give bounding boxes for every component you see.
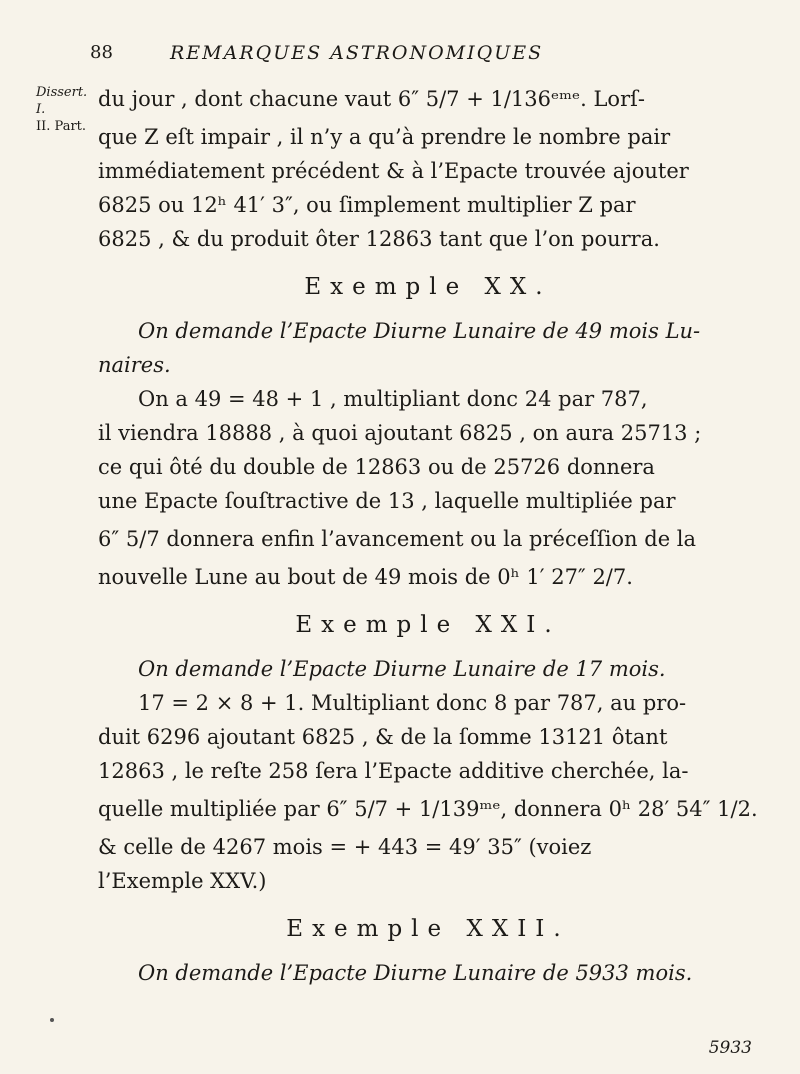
text-line: 17 = 2 × 8 + 1. Multipliant donc 8 par 787, au pro-: [138, 691, 687, 715]
text-line: immédiatement précédent & à l’Epacte trouvée ajouter: [98, 159, 689, 183]
example-21-question: On demande l’Epacte Diurne Lunaire de 17 mois.: [138, 657, 666, 681]
text-line: 6825 , & du produit ôter 12863 tant que l’on pourra.: [98, 227, 660, 251]
page-number: 88: [90, 42, 113, 63]
catchword: 5933: [708, 1038, 752, 1058]
text-line: & celle de 4267 mois = + 443 = 49′ 35″ (voiez: [98, 835, 592, 859]
text-line: On a 49 = 48 + 1 , multipliant donc 24 par 787,: [138, 387, 648, 411]
example-20-question-cont: naires.: [98, 353, 171, 377]
text-line: quelle multipliée par 6″ 5/7 + 1/139ᵐᵉ, donnera 0ʰ 28′ 54″ 1/2.: [98, 797, 758, 821]
text-line: l’Exemple XXV.): [98, 869, 267, 893]
body-text: [98, 78, 758, 990]
example-22-question: On demande l’Epacte Diurne Lunaire de 5933 mois.: [138, 961, 693, 985]
text-line: du jour , dont chacune vaut 6″ 5/7 + 1/136ᵉᵐᵉ. Lorſ-: [98, 87, 645, 111]
text-line: 12863 , le reſte 258 ſera l’Epacte additive cherchée, la-: [98, 759, 689, 783]
example-20-heading: Exemple XX.: [304, 274, 552, 300]
example-22-heading: Exemple XXII.: [286, 916, 570, 942]
page-header: [70, 42, 750, 76]
text-line: 6″ 5/7 donnera enfin l’avancement ou la préceſſion de la: [98, 527, 697, 551]
margin-note-line-2: II. Part.: [36, 119, 87, 134]
ink-dot: [50, 1018, 54, 1022]
text-line: que Z eſt impair , il n’y a qu’à prendre le nombre pair: [98, 125, 671, 149]
text-line: 6825 ou 12ʰ 41′ 3″, ou ſimplement multiplier Z par: [98, 193, 636, 217]
running-head: REMARQUES ASTRONOMIQUES: [170, 42, 544, 64]
text-line: ce qui ôté du double de 12863 ou de 25726 donnera: [98, 455, 655, 479]
margin-note-line-1: Dissert. I.: [36, 85, 88, 117]
text-line: nouvelle Lune au bout de 49 mois de 0ʰ 1′ 27″ 2/7.: [98, 565, 633, 589]
text-line: une Epacte ſouſtractive de 13 , laquelle multipliée par: [98, 489, 676, 513]
example-20-question: On demande l’Epacte Diurne Lunaire de 49 mois Lu-: [138, 319, 701, 343]
text-line: duit 6296 ajoutant 6825 , & de la ſomme 13121 ôtant: [98, 725, 668, 749]
example-21-heading: Exemple XXI.: [295, 612, 561, 638]
text-line: il viendra 18888 , à quoi ajoutant 6825 , on aura 25713 ;: [98, 421, 702, 445]
margin-note: [36, 84, 96, 135]
